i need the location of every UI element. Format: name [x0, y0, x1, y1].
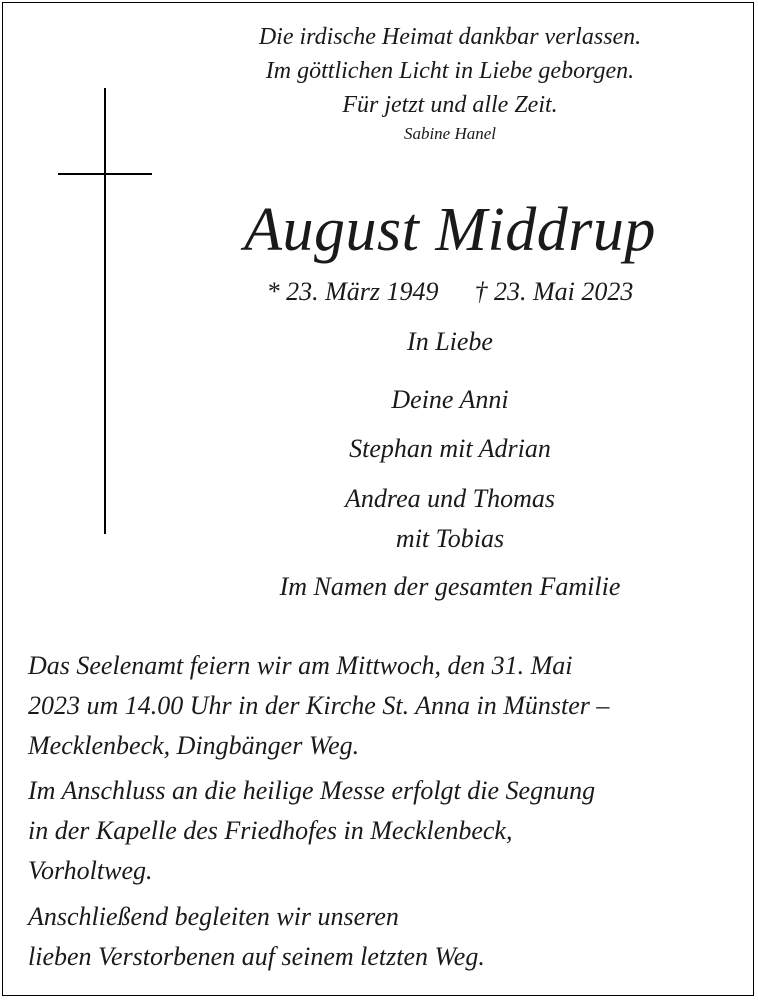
mourner-line: Deine Anni: [391, 385, 509, 414]
mourner-line: mit Tobias: [395, 524, 505, 553]
closing-line: lieben Verstorbenen auf seinem letzten Weg.: [28, 942, 485, 971]
signature-intro: In Liebe: [407, 327, 493, 356]
service-line: Mecklenbeck, Dingbänger Weg.: [28, 731, 360, 760]
mourner-line: Stephan mit Adrian: [349, 434, 551, 463]
closing-paragraph: [28, 897, 728, 977]
closing-line: Anschließend begleiten wir unseren: [28, 902, 399, 931]
poem: [150, 20, 750, 146]
poem-line: Für jetzt und alle Zeit.: [342, 92, 558, 118]
blessing-line: in der Kapelle des Friedhofes in Mecklenbeck,: [28, 816, 513, 845]
poem-line: Die irdische Heimat dankbar verlassen.: [258, 24, 642, 50]
birth-date: * 23. März 1949: [266, 277, 439, 306]
deceased-name: August Middrup: [244, 196, 656, 264]
blessing-line: Im Anschluss an die heilige Messe erfolgt die Segnung: [28, 776, 596, 805]
death-date: † 23. Mai 2023: [474, 277, 634, 306]
poem-line: Im göttlichen Licht in Liebe geborgen.: [265, 58, 635, 84]
service-line: 2023 um 14.00 Uhr in der Kirche St. Anna in Münster –: [28, 691, 610, 720]
cross-icon-bar: [58, 173, 152, 175]
blessing-paragraph: [28, 771, 728, 891]
life-dates: [150, 276, 750, 308]
mourner-line: Im Namen der gesamten Familie: [279, 572, 621, 601]
mourner-line: Andrea und Thomas: [345, 484, 555, 513]
service-paragraph: [28, 646, 728, 766]
blessing-line: Vorholtweg.: [28, 856, 153, 885]
poem-author: Sabine Hanel: [403, 124, 497, 143]
cross-icon: [104, 88, 106, 534]
service-line: Das Seelenamt feiern wir am Mittwoch, den 31. Mai: [28, 651, 573, 680]
